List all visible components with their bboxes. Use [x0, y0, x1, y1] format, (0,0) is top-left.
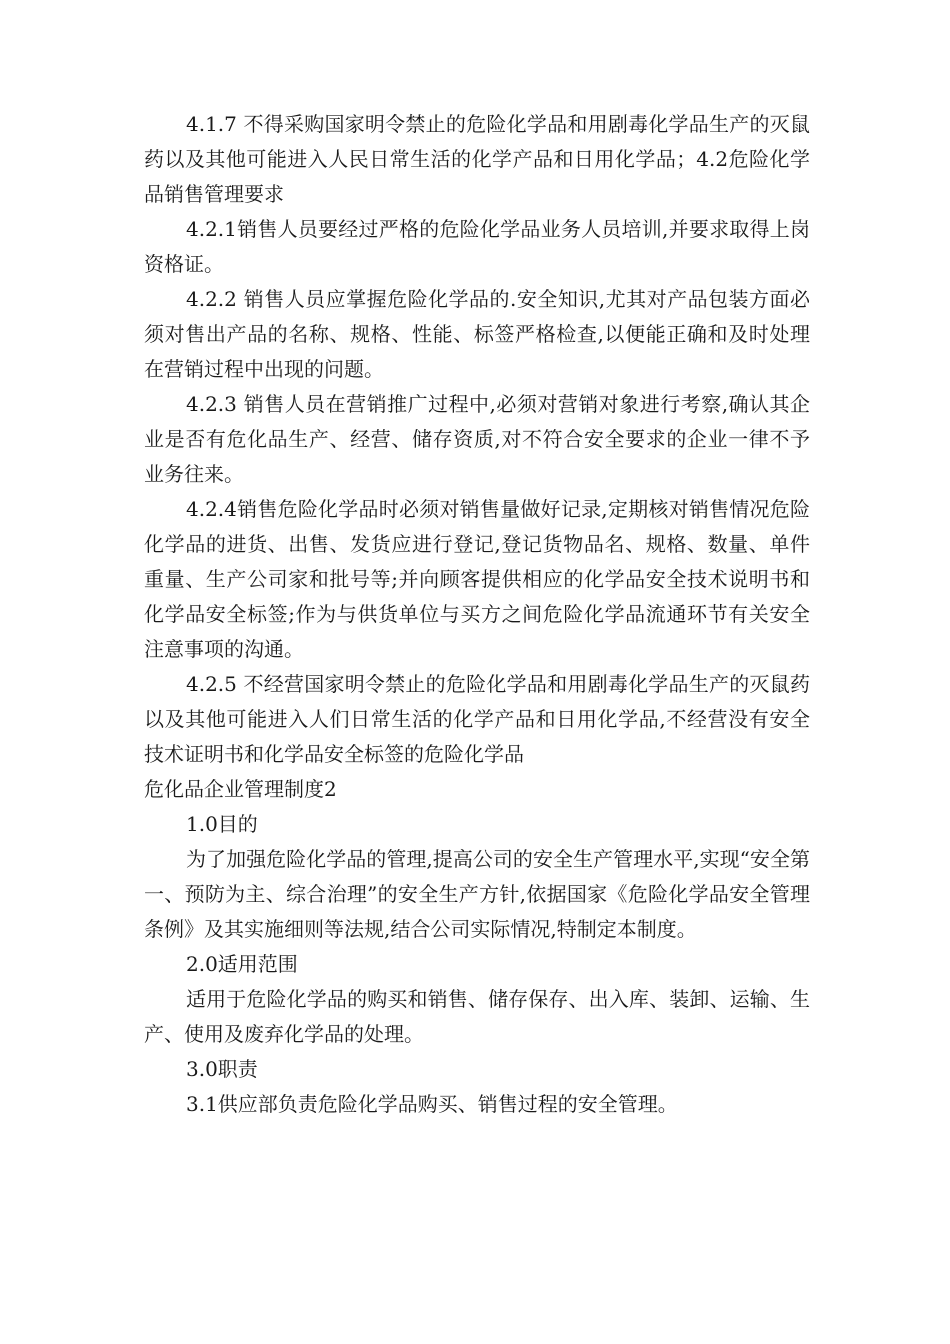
heading-duties: 3.0职责 — [186, 1057, 258, 1081]
section-title: 危化品企业管理制度2 — [144, 777, 337, 801]
paragraph-scope: 适用于危险化学品的购买和销售、储存保存、出入库、装卸、运输、生产、使用及废弃化学品的处理。 — [144, 987, 810, 1046]
paragraph-duty-3-1: 3.1供应部负责危险化学品购买、销售过程的安全管理。 — [186, 1092, 678, 1116]
paragraph-4-2-4: 4.2.4销售危险化学品时必须对销售量做好记录,定期核对销售情况危险化学品的进货、出售、发货应进行登记,登记货物品名、规格、数量、单件重量、生产公司家和批号等;并向顾客提供相应的化学品安全技术说明书和化学品安全标签;作为与供货单位与买方之间危险化学品流通环节有关安全注意事项的沟通。 — [144, 497, 810, 661]
paragraph-purpose: 为了加强危险化学品的管理,提高公司的安全生产管理水平,实现“安全第一、预防为主、综合治理”的安全生产方针,依据国家《危险化学品安全管理条例》及其实施细则等法规,结合公司实际情况,特制定本制度。 — [144, 847, 810, 941]
paragraph-4-2-1: 4.2.1销售人员要经过严格的危险化学品业务人员培训,并要求取得上岗资格证。 — [144, 217, 810, 276]
heading-purpose: 1.0目的 — [186, 812, 258, 836]
paragraph-4-2-2: 4.2.2 销售人员应掌握危险化学品的.安全知识,尤其对产品包装方面必须对售出产品的名称、规格、性能、标签严格检查,以便能正确和及时处理在营销过程中出现的问题。 — [144, 287, 810, 381]
paragraph-4-1-7: 4.1.7 不得采购国家明令禁止的危险化学品和用剧毒化学品生产的灭鼠药以及其他可能进入人民日常生活的化学产品和日用化学品；4.2危险化学品销售管理要求 — [144, 112, 810, 206]
heading-scope: 2.0适用范围 — [186, 952, 298, 976]
document-page — [144, 107, 810, 1122]
paragraph-4-2-3: 4.2.3 销售人员在营销推广过程中,必须对营销对象进行考察,确认其企业是否有危化品生产、经营、储存资质,对不符合安全要求的企业一律不予业务往来。 — [144, 392, 810, 486]
paragraph-4-2-5: 4.2.5 不经营国家明令禁止的危险化学品和用剧毒化学品生产的灭鼠药以及其他可能进入人们日常生活的化学产品和日用化学品,不经营没有安全技术证明书和化学品安全标签的危险化学品 — [144, 672, 810, 766]
